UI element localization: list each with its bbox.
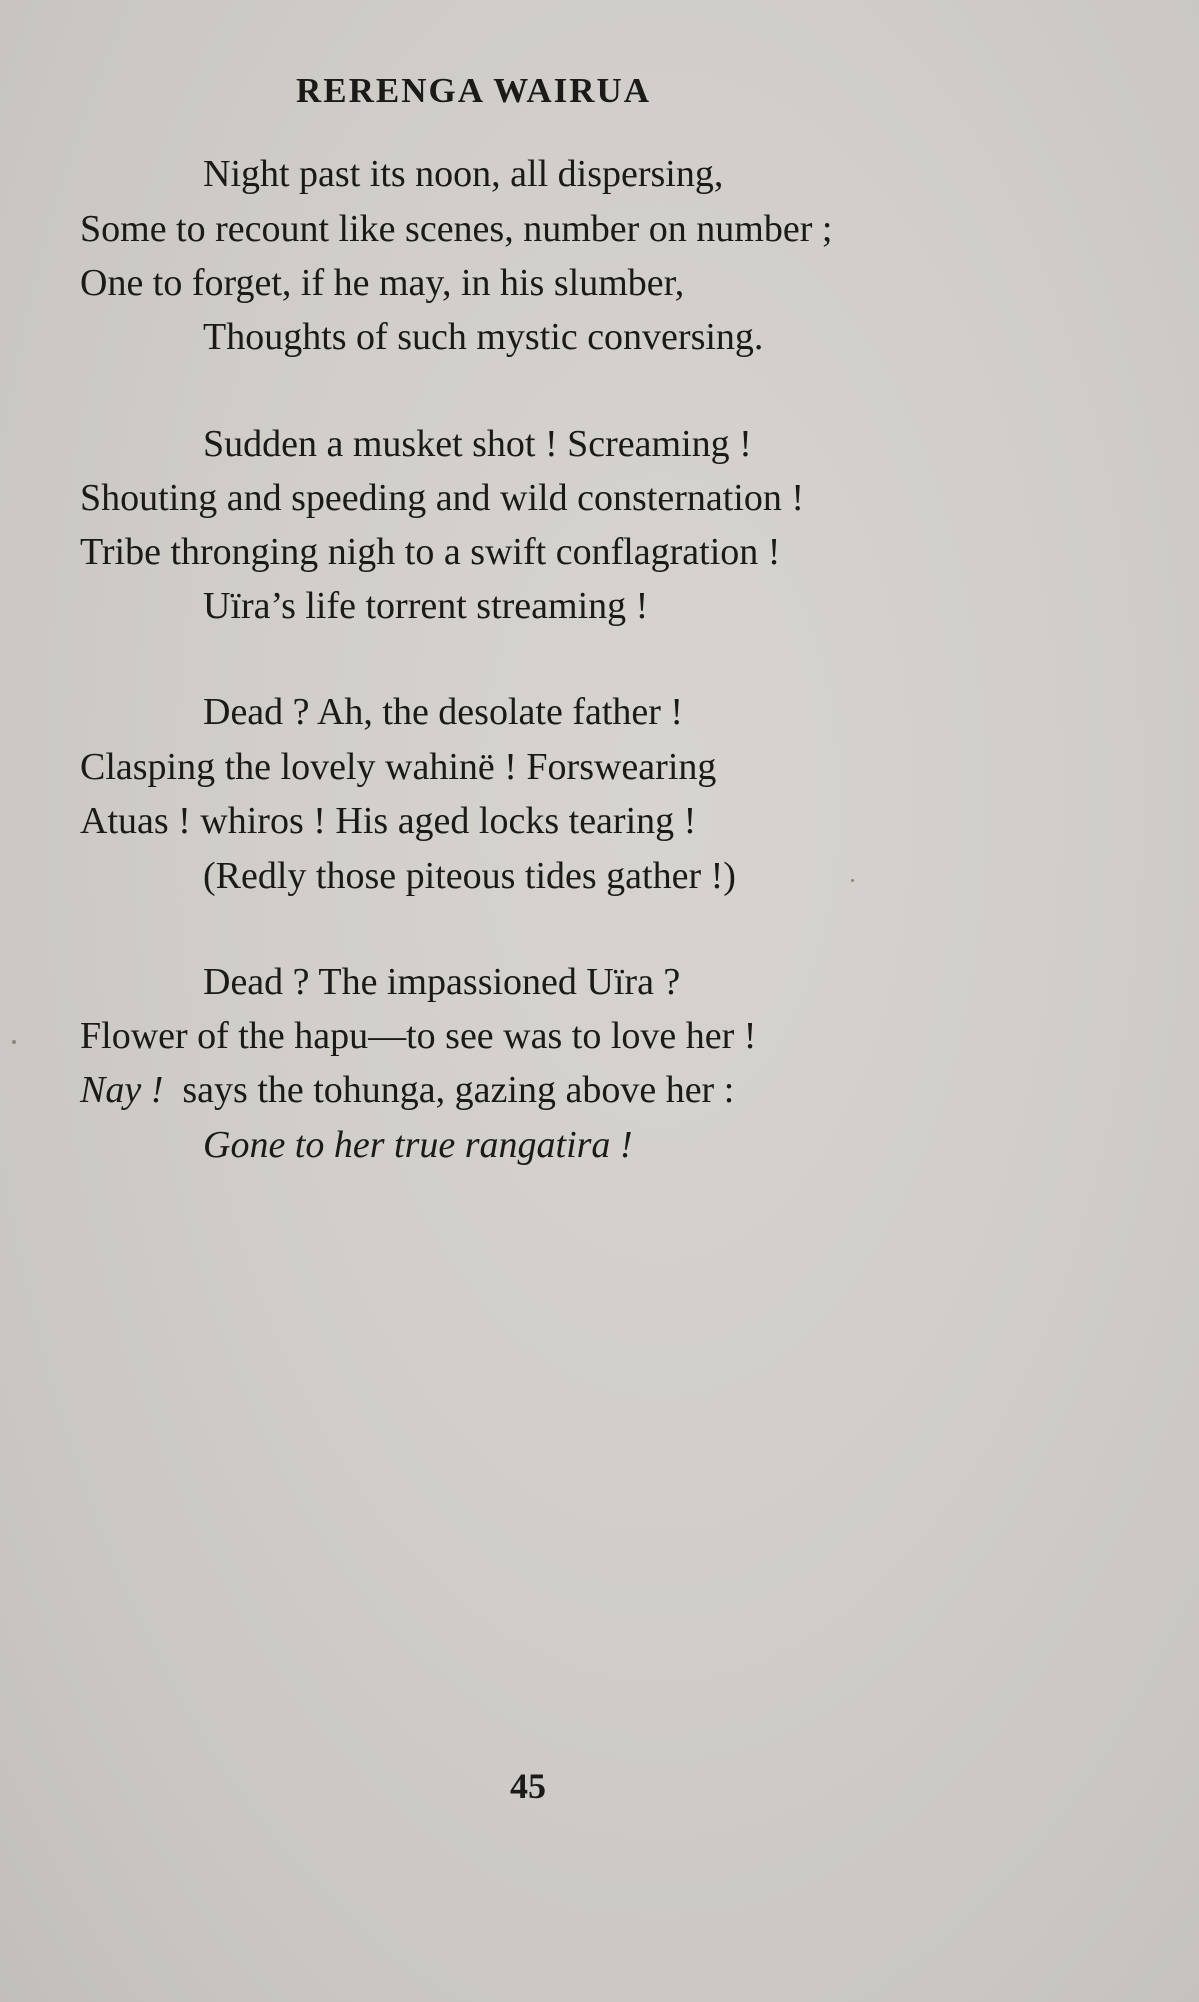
poem-line: Atuas ! whiros ! His aged locks tearing ! (80, 800, 697, 842)
poem-line: Tribe thronging nigh to a swift conflagration ! (80, 531, 781, 573)
poem-line: Sudden a musket shot ! Screaming ! (203, 423, 752, 465)
poem-line (80, 1066, 734, 1114)
page-number: 45 (510, 1766, 546, 1806)
paper-speck (851, 879, 854, 882)
poem-line: One to forget, if he may, in his slumber, (80, 262, 685, 304)
poem-line: (Redly those piteous tides gather !) (203, 855, 736, 897)
poem-line: Night past its noon, all dispersing, (203, 153, 724, 195)
poem-line-italic: Gone to her true rangatira ! (203, 1124, 633, 1166)
poem-line: Dead ? Ah, the desolate father ! (203, 691, 684, 733)
poem-line: Thoughts of such mystic conversing. (203, 316, 764, 358)
poem-line-rest: says the tohunga, gazing above her : (182, 1069, 735, 1111)
poem-line: Clasping the lovely wahinë ! Forswearing (80, 746, 717, 788)
running-head: RERENGA WAIRUA (296, 71, 652, 110)
poem-line: Uïra’s life torrent streaming ! (203, 585, 649, 627)
poem-line: Dead ? The impassioned Uïra ? (203, 961, 681, 1003)
poem-line: Shouting and speeding and wild consternation ! (80, 477, 804, 519)
italic-exclamation: Nay ! (80, 1069, 164, 1111)
poem-line: Flower of the hapu—to see was to love her ! (80, 1015, 757, 1057)
paper-speck (12, 1040, 16, 1044)
poem-line: Some to recount like scenes, number on number ; (80, 208, 833, 250)
